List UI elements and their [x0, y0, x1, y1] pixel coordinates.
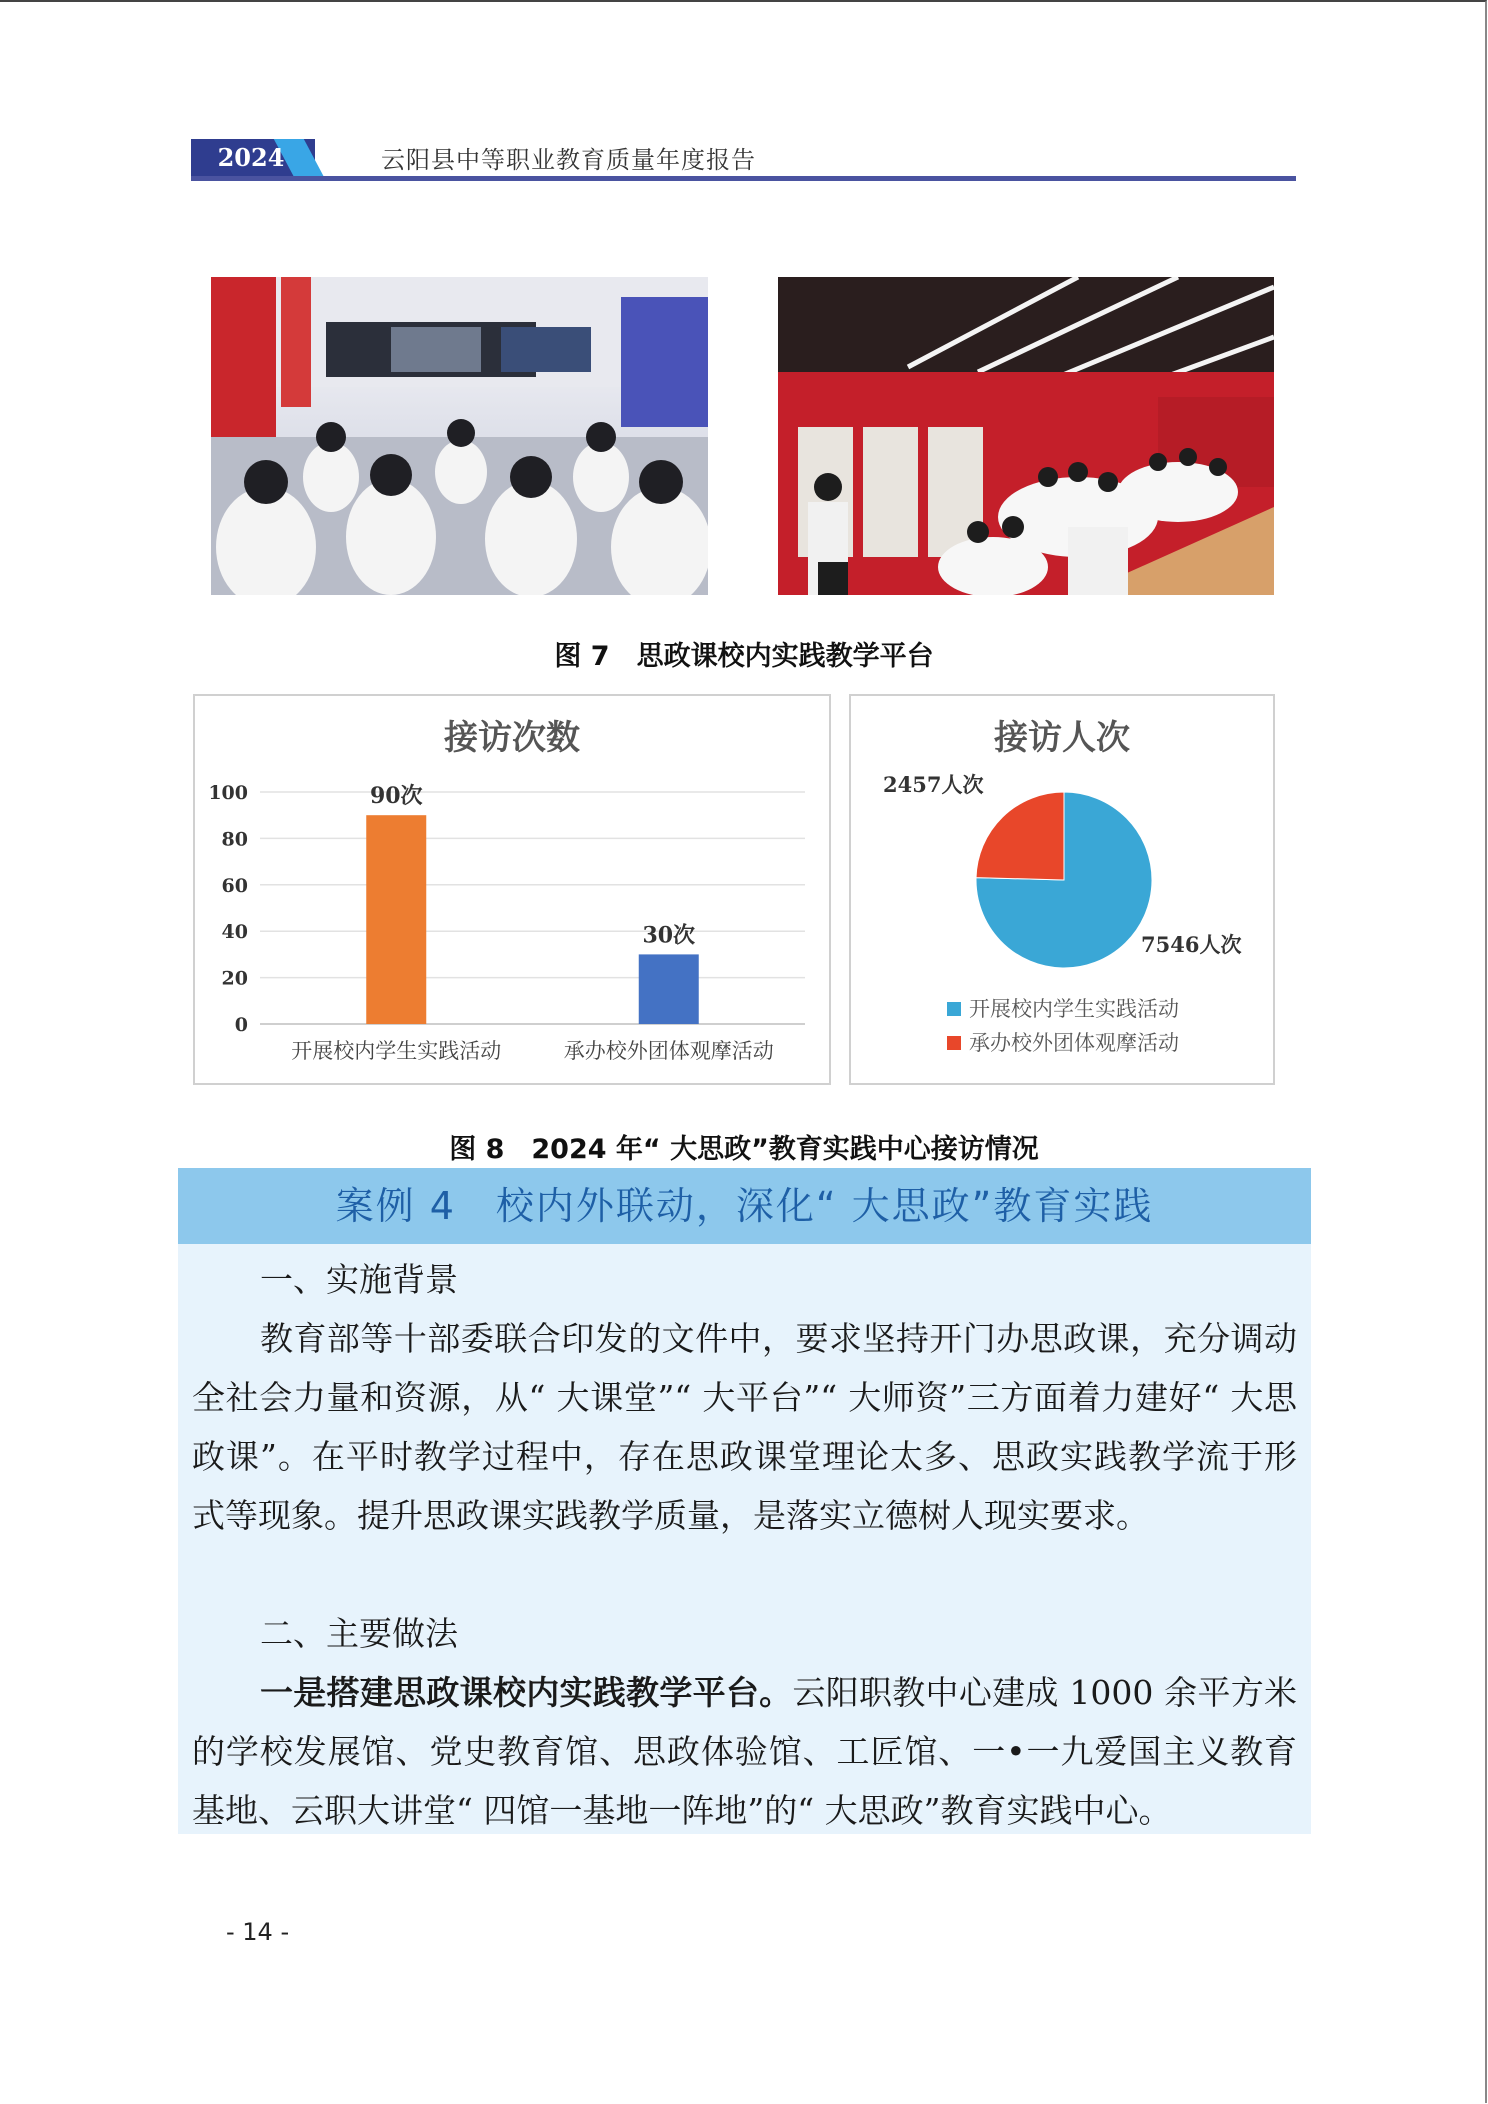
- y-tick-label: 60: [221, 874, 248, 897]
- bar: [639, 954, 699, 1024]
- header-rule: [191, 176, 1296, 181]
- bar-chart-panel: [193, 694, 831, 1085]
- bar-chart-title: 接访次数: [444, 718, 580, 758]
- pie-chart-title: 接访人次: [994, 718, 1130, 758]
- header-year: 2024: [217, 143, 285, 172]
- photo-exhibition-hall: [778, 277, 1274, 595]
- page-number: - 14 -: [226, 1918, 290, 1946]
- case-title: 案例 4 校内外联动，深化“ 大思政”教育实践: [335, 1184, 1154, 1228]
- running-header: [191, 136, 1296, 184]
- header-title: 云阳县中等职业教育质量年度报告: [381, 146, 756, 174]
- bar-data-label: 90次: [369, 783, 423, 810]
- bar-data-label: 30次: [642, 922, 696, 949]
- legend-swatch: [947, 1002, 961, 1016]
- y-tick-label: 100: [208, 782, 248, 804]
- x-tick-label: 承办校外团体观摩活动: [563, 1039, 774, 1063]
- pie-data-label: 2457人次: [883, 772, 984, 797]
- bar: [366, 815, 426, 1024]
- paragraph-background: 教育部等十部委联合印发的文件中，要求坚持开门办思政课，充分调动全社会力量和资源，从“ 大课堂”“ 大平台”“ 大师资”三方面着力建好“ 大思政课”。在平时教学过程中，存在思政课堂理论太多、思政实践教学流于形式等现象。提升思政课实践教学质量，是落实立德树人现实要求。: [192, 1319, 1297, 1535]
- pie-chart-panel: [849, 694, 1275, 1085]
- y-tick-label: 20: [221, 967, 248, 990]
- paragraph-measures-text: 云阳职教中心建成 1000 余平方米的学校发展馆、党史教育馆、思政体验馆、工匠馆、一•一九爱国主义教育基地、云职大讲堂“ 四馆一基地一阵地”的“ 大思政”教育实践中心。: [192, 1673, 1297, 1830]
- bar-chart-svg: [195, 696, 829, 1083]
- paragraph-measures: [192, 1663, 1297, 1840]
- pie-data-label: 7546人次: [1141, 932, 1242, 957]
- x-tick-label: 开展校内学生实践活动: [291, 1039, 502, 1063]
- section-heading-measures: 二、主要做法: [260, 1614, 458, 1653]
- legend-label: 开展校内学生实践活动: [969, 997, 1179, 1021]
- pie-chart-svg: [851, 696, 1273, 1083]
- case-header: [178, 1168, 1311, 1244]
- figure-8-caption: 图 8 2024 年“ 大思政”教育实践中心接访情况: [449, 1134, 1039, 1165]
- y-tick-label: 80: [221, 828, 248, 851]
- legend-label: 承办校外团体观摩活动: [969, 1031, 1179, 1055]
- y-tick-label: 40: [221, 921, 248, 944]
- photo-vr-classroom: [211, 277, 708, 595]
- figure-7-caption: 图 7 思政课校内实践教学平台: [554, 641, 934, 672]
- y-tick-label: 0: [234, 1014, 248, 1036]
- paragraph-measures-lead: 一是搭建思政课校内实践教学平台。: [260, 1673, 793, 1712]
- section-heading-background: 一、实施背景: [260, 1260, 458, 1299]
- pie-slice: [976, 792, 1064, 880]
- legend-swatch: [947, 1036, 961, 1050]
